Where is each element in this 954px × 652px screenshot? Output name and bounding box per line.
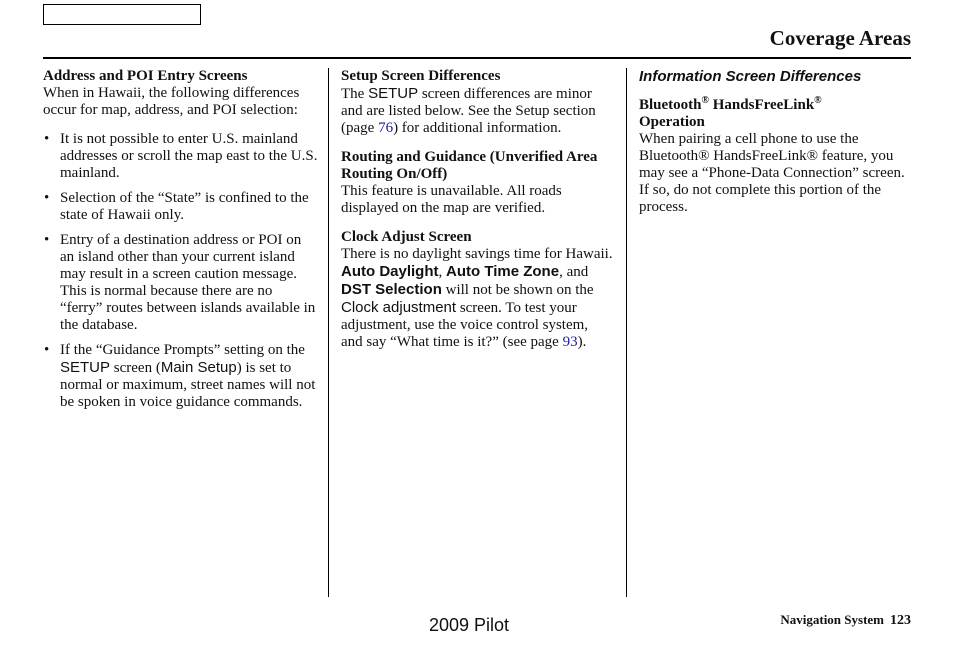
page-title: Coverage Areas xyxy=(769,26,911,50)
intro-text: When in Hawaii, the following differences occur for map, address, and POI selection: xyxy=(43,85,300,118)
text: ). xyxy=(577,334,587,350)
footer xyxy=(780,612,911,629)
section-heading: Address and POI Entry Screens xyxy=(43,68,248,84)
paragraph: When pairing a cell phone to use the Bluetooth® HandsFreeLink® feature, you may see a “Phone-Data Connection” screen. If so, do not complete this portion of the process. xyxy=(639,131,905,215)
footer-label: Navigation System xyxy=(780,612,884,627)
list-item xyxy=(43,342,318,411)
section-heading: Clock Adjust Screen xyxy=(341,229,472,245)
text: screen differences are minor and are listed below. See the Setup section (page xyxy=(341,86,596,136)
column-divider-2 xyxy=(626,68,627,597)
list-item: • Selection of the “State” is confined to the state of Hawaii only. xyxy=(43,190,318,224)
section-heading: Information Screen Differences xyxy=(639,68,862,85)
text: If the “Guidance Prompts” setting on the xyxy=(60,342,305,358)
heading-text: Operation xyxy=(639,114,705,130)
header-rule xyxy=(43,57,911,59)
setup-term: SETUP xyxy=(60,359,111,376)
section-heading: Routing and Guidance (Unverified Area Routing On/Off) xyxy=(341,149,598,182)
text: There is no daylight savings time for Hawaii. xyxy=(341,246,613,262)
main-setup-term: Main Setup xyxy=(160,359,237,376)
paragraph xyxy=(341,246,613,351)
registered-mark: ® xyxy=(814,95,822,106)
page-number: 123 xyxy=(890,613,911,628)
bullet-list xyxy=(43,131,318,411)
column-3 xyxy=(639,68,911,228)
page-93-link[interactable]: 93 xyxy=(562,334,578,350)
auto-daylight-term: Auto Daylight xyxy=(341,263,439,280)
list-item: • Entry of a destination address or POI on an island other than your current island may result in a screen caution message. This is normal because there are no “ferry” routes between islands available in the database. xyxy=(43,232,318,334)
text: screen ( xyxy=(110,360,161,376)
heading-text: Bluetooth xyxy=(639,97,702,113)
text: , and xyxy=(559,264,589,280)
header-box xyxy=(43,4,201,25)
auto-time-zone-term: Auto Time Zone xyxy=(446,263,560,280)
column-divider-1 xyxy=(328,68,329,597)
column-1 xyxy=(43,68,318,419)
clock-adjustment-term: Clock adjustment xyxy=(341,299,457,316)
column-2 xyxy=(341,68,613,363)
dst-selection-term: DST Selection xyxy=(341,281,442,298)
section-heading: Setup Screen Differences xyxy=(341,68,501,84)
heading-text: HandsFreeLink xyxy=(709,97,815,113)
list-item: • It is not possible to enter U.S. mainland addresses or scroll the map east to the U.S. mainland. xyxy=(43,131,318,182)
registered-mark: ® xyxy=(701,95,709,106)
setup-term: SETUP xyxy=(368,85,419,102)
text: screen. To test your adjustment, use the voice control system, and say “What time is it?” (see page xyxy=(341,300,589,350)
model-label: 2009 Pilot xyxy=(429,615,510,635)
subsection-heading xyxy=(639,97,911,131)
text: ) for additional information. xyxy=(393,120,562,136)
page-76-link[interactable]: 76 xyxy=(378,120,394,136)
paragraph xyxy=(341,85,613,137)
text: , xyxy=(438,264,446,280)
text: will not be shown on the xyxy=(441,282,594,298)
text: ) is set to normal or maximum, street names will not be spoken in voice guidance commands. xyxy=(60,360,316,410)
paragraph: This feature is unavailable. All roads displayed on the map are verified. xyxy=(341,183,562,216)
text: The xyxy=(341,86,369,102)
